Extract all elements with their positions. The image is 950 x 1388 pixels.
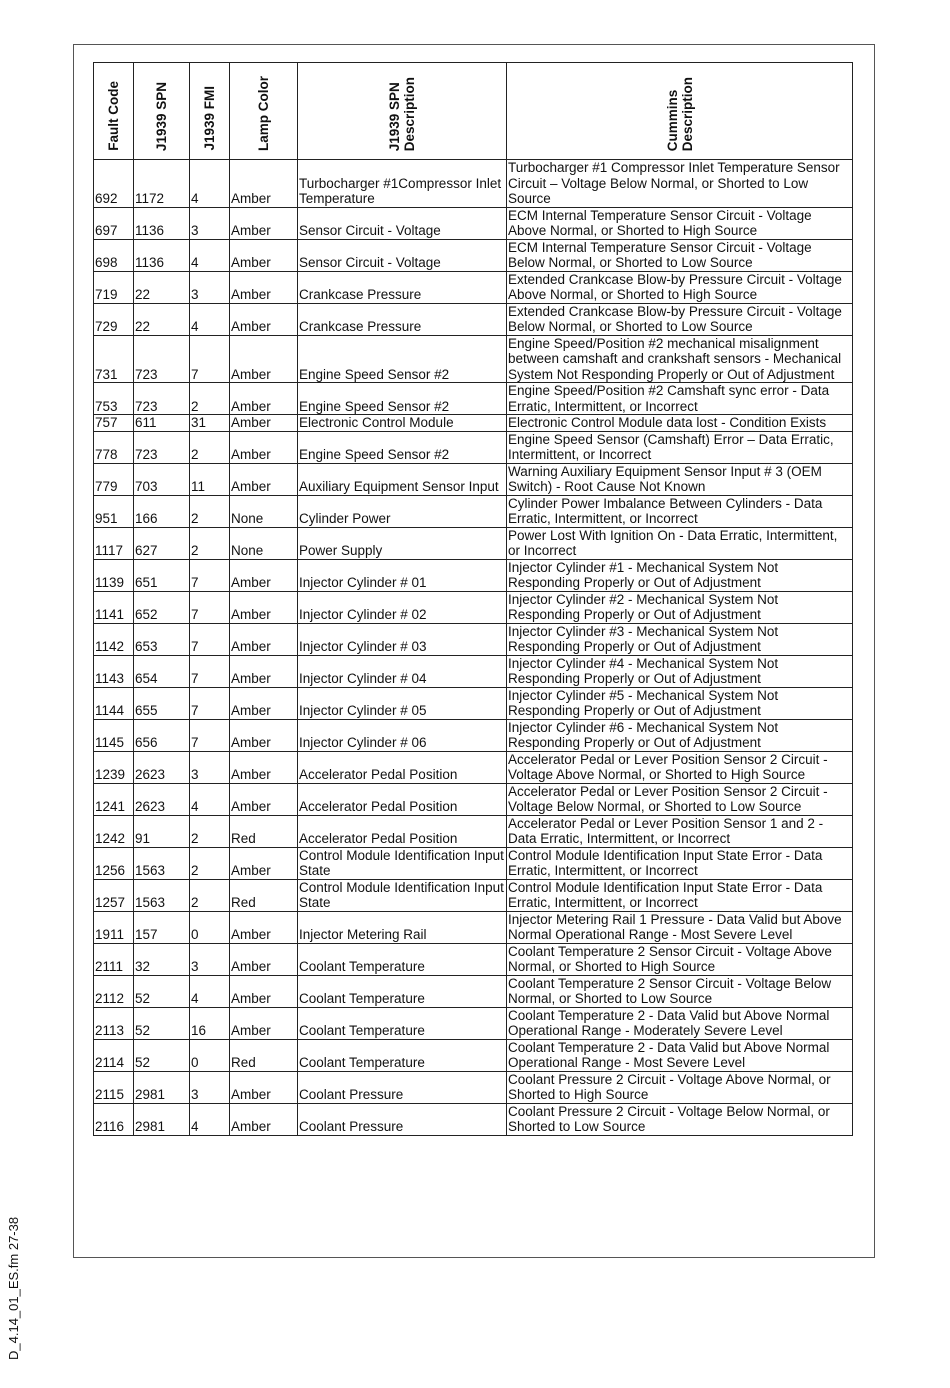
cell-cummins-description: Injector Cylinder #2 - Mechanical System Not Responding Properly or Out of Adjustment: [507, 591, 853, 623]
cell-cummins-description: Turbocharger #1 Compressor Inlet Temperature Sensor Circuit – Voltage Below Normal, or Shorted to Low Source: [507, 160, 853, 208]
cell-cummins-description: Injector Cylinder #1 - Mechanical System Not Responding Properly or Out of Adjustment: [507, 559, 853, 591]
table-row: [94, 271, 853, 303]
cell-cummins-description: Accelerator Pedal or Lever Position Sensor 2 Circuit - Voltage Above Normal, or Shorted to High Source: [507, 751, 853, 783]
header-lamp-color: Lamp Color: [230, 63, 298, 160]
cell-spn: 654: [134, 655, 190, 687]
cell-spn-description: Control Module Identification Input State: [298, 879, 507, 911]
cell-fault-code: 757: [94, 415, 134, 432]
cell-lamp-color: Amber: [230, 559, 298, 591]
cell-fault-code: 2115: [94, 1071, 134, 1103]
cell-spn: 627: [134, 527, 190, 559]
table-row: [94, 495, 853, 527]
cell-spn-description: Engine Speed Sensor #2: [298, 335, 507, 383]
header-cummins-description: Cummins Description: [507, 63, 853, 160]
cell-fault-code: 1256: [94, 847, 134, 879]
cell-spn-description: Sensor Circuit - Voltage: [298, 207, 507, 239]
cell-lamp-color: Red: [230, 1039, 298, 1071]
cell-cummins-description: Coolant Temperature 2 - Data Valid but Above Normal Operational Range - Moderately Severe Level: [507, 1007, 853, 1039]
cell-fault-code: 2113: [94, 1007, 134, 1039]
cell-spn: 653: [134, 623, 190, 655]
cell-spn-description: Power Supply: [298, 527, 507, 559]
cell-lamp-color: Amber: [230, 271, 298, 303]
cell-spn: 2623: [134, 751, 190, 783]
cell-spn-description: Crankcase Pressure: [298, 303, 507, 335]
cell-spn-description: Coolant Pressure: [298, 1071, 507, 1103]
cell-fmi: 2: [190, 431, 230, 463]
cell-spn-description: Accelerator Pedal Position: [298, 783, 507, 815]
cell-spn-description: Coolant Pressure: [298, 1103, 507, 1135]
cell-lamp-color: Amber: [230, 1071, 298, 1103]
cell-fmi: 0: [190, 911, 230, 943]
cell-fmi: 3: [190, 207, 230, 239]
cell-spn-description: Crankcase Pressure: [298, 271, 507, 303]
cell-fault-code: 951: [94, 495, 134, 527]
cell-spn: 723: [134, 383, 190, 415]
table-body: [94, 160, 853, 1136]
cell-fault-code: 1239: [94, 751, 134, 783]
cell-fault-code: 1911: [94, 911, 134, 943]
cell-lamp-color: Amber: [230, 591, 298, 623]
cell-spn: 1136: [134, 239, 190, 271]
cell-fmi: 7: [190, 335, 230, 383]
cell-spn-description: Engine Speed Sensor #2: [298, 431, 507, 463]
cell-lamp-color: Amber: [230, 239, 298, 271]
cell-fmi: 7: [190, 623, 230, 655]
table-row: [94, 975, 853, 1007]
cell-fault-code: 692: [94, 160, 134, 208]
cell-cummins-description: Injector Cylinder #5 - Mechanical System Not Responding Properly or Out of Adjustment: [507, 687, 853, 719]
cell-spn: 52: [134, 975, 190, 1007]
cell-fmi: 3: [190, 1071, 230, 1103]
table-row: [94, 383, 853, 415]
cell-lamp-color: Amber: [230, 463, 298, 495]
table-row: [94, 943, 853, 975]
cell-fault-code: 1242: [94, 815, 134, 847]
cell-spn: 32: [134, 943, 190, 975]
cell-spn-description: Electronic Control Module: [298, 415, 507, 432]
table-row: [94, 847, 853, 879]
cell-spn: 1172: [134, 160, 190, 208]
cell-spn: 52: [134, 1039, 190, 1071]
table-row: [94, 1071, 853, 1103]
cell-lamp-color: None: [230, 527, 298, 559]
table-row: [94, 911, 853, 943]
cell-spn: 2981: [134, 1071, 190, 1103]
cell-spn-description: Accelerator Pedal Position: [298, 815, 507, 847]
cell-cummins-description: Coolant Temperature 2 Sensor Circuit - Voltage Below Normal, or Shorted to Low Source: [507, 975, 853, 1007]
cell-spn-description: Injector Cylinder # 01: [298, 559, 507, 591]
table-row: [94, 160, 853, 208]
cell-spn: 1563: [134, 847, 190, 879]
cell-lamp-color: Amber: [230, 975, 298, 1007]
table-row: [94, 335, 853, 383]
cell-lamp-color: Amber: [230, 1103, 298, 1135]
cell-spn: 2981: [134, 1103, 190, 1135]
cell-cummins-description: ECM Internal Temperature Sensor Circuit - Voltage Below Normal, or Shorted to Low Source: [507, 239, 853, 271]
cell-lamp-color: Amber: [230, 655, 298, 687]
cell-spn-description: Coolant Temperature: [298, 1007, 507, 1039]
cell-lamp-color: Amber: [230, 160, 298, 208]
cell-fmi: 2: [190, 847, 230, 879]
cell-spn-description: Coolant Temperature: [298, 943, 507, 975]
cell-spn: 703: [134, 463, 190, 495]
cell-cummins-description: Control Module Identification Input State Error - Data Erratic, Intermittent, or Incorrect: [507, 879, 853, 911]
cell-cummins-description: Coolant Temperature 2 - Data Valid but Above Normal Operational Range - Most Severe Level: [507, 1039, 853, 1071]
cell-fmi: 4: [190, 160, 230, 208]
cell-spn: 655: [134, 687, 190, 719]
table-row: [94, 527, 853, 559]
cell-fmi: 16: [190, 1007, 230, 1039]
cell-spn-description: Turbocharger #1Compressor Inlet Temperature: [298, 160, 507, 208]
cell-fault-code: 2111: [94, 943, 134, 975]
cell-fault-code: 778: [94, 431, 134, 463]
cell-spn: 652: [134, 591, 190, 623]
cell-fmi: 7: [190, 655, 230, 687]
cell-cummins-description: Injector Metering Rail 1 Pressure - Data Valid but Above Normal Operational Range - Most Severe Level: [507, 911, 853, 943]
cell-cummins-description: Accelerator Pedal or Lever Position Sensor 2 Circuit - Voltage Below Normal, or Shorted to Low Source: [507, 783, 853, 815]
table-row: [94, 239, 853, 271]
cell-fault-code: 1143: [94, 655, 134, 687]
cell-spn-description: Engine Speed Sensor #2: [298, 383, 507, 415]
cell-lamp-color: Amber: [230, 719, 298, 751]
cell-lamp-color: Amber: [230, 687, 298, 719]
cell-fault-code: 1142: [94, 623, 134, 655]
cell-spn-description: Sensor Circuit - Voltage: [298, 239, 507, 271]
cell-cummins-description: Injector Cylinder #3 - Mechanical System Not Responding Properly or Out of Adjustment: [507, 623, 853, 655]
cell-fault-code: 2114: [94, 1039, 134, 1071]
cell-lamp-color: Red: [230, 815, 298, 847]
cell-cummins-description: Engine Speed/Position #2 Camshaft sync error - Data Erratic, Intermittent, or Incorrect: [507, 383, 853, 415]
cell-spn: 166: [134, 495, 190, 527]
cell-fault-code: 1139: [94, 559, 134, 591]
cell-fmi: 11: [190, 463, 230, 495]
cell-fault-code: 2116: [94, 1103, 134, 1135]
cell-fault-code: 753: [94, 383, 134, 415]
table-row: [94, 783, 853, 815]
cell-fmi: 2: [190, 815, 230, 847]
cell-spn: 723: [134, 431, 190, 463]
cell-fault-code: 729: [94, 303, 134, 335]
cell-fmi: 4: [190, 303, 230, 335]
cell-lamp-color: Amber: [230, 207, 298, 239]
cell-fmi: 7: [190, 687, 230, 719]
cell-fmi: 7: [190, 591, 230, 623]
cell-lamp-color: None: [230, 495, 298, 527]
cell-fault-code: 779: [94, 463, 134, 495]
file-reference-note: D_4.14_01_ES.fm 27-38: [6, 1216, 21, 1360]
cell-fault-code: 719: [94, 271, 134, 303]
cell-spn: 157: [134, 911, 190, 943]
cell-fmi: 3: [190, 751, 230, 783]
cell-lamp-color: Amber: [230, 847, 298, 879]
cell-spn: 91: [134, 815, 190, 847]
cell-lamp-color: Amber: [230, 415, 298, 432]
cell-lamp-color: Amber: [230, 431, 298, 463]
cell-spn: 656: [134, 719, 190, 751]
cell-spn: 723: [134, 335, 190, 383]
cell-cummins-description: Extended Crankcase Blow-by Pressure Circuit - Voltage Below Normal, or Shorted to Low Source: [507, 303, 853, 335]
cell-spn-description: Cylinder Power: [298, 495, 507, 527]
cell-fmi: 2: [190, 527, 230, 559]
cell-fmi: 2: [190, 879, 230, 911]
table-row: [94, 1103, 853, 1135]
cell-fmi: 2: [190, 495, 230, 527]
cell-lamp-color: Amber: [230, 303, 298, 335]
table-header-row: [94, 63, 853, 160]
cell-lamp-color: Amber: [230, 911, 298, 943]
cell-fmi: 4: [190, 975, 230, 1007]
table-row: [94, 591, 853, 623]
cell-fmi: 31: [190, 415, 230, 432]
cell-lamp-color: Amber: [230, 751, 298, 783]
cell-fault-code: 698: [94, 239, 134, 271]
cell-spn-description: Accelerator Pedal Position: [298, 751, 507, 783]
cell-cummins-description: Control Module Identification Input State Error - Data Erratic, Intermittent, or Incorrect: [507, 847, 853, 879]
cell-cummins-description: Power Lost With Ignition On - Data Erratic, Intermittent, or Incorrect: [507, 527, 853, 559]
table-row: [94, 719, 853, 751]
cell-fault-code: 1145: [94, 719, 134, 751]
header-j1939-spn: J1939 SPN: [134, 63, 190, 160]
cell-spn: 2623: [134, 783, 190, 815]
cell-fmi: 3: [190, 943, 230, 975]
cell-fmi: 7: [190, 559, 230, 591]
table-row: [94, 687, 853, 719]
cell-spn-description: Injector Metering Rail: [298, 911, 507, 943]
header-spn-description: J1939 SPN Description: [298, 63, 507, 160]
table-row: [94, 1039, 853, 1071]
cell-spn-description: Coolant Temperature: [298, 975, 507, 1007]
cell-fmi: 3: [190, 271, 230, 303]
cell-cummins-description: Injector Cylinder #4 - Mechanical System Not Responding Properly or Out of Adjustment: [507, 655, 853, 687]
cell-cummins-description: Electronic Control Module data lost - Condition Exists: [507, 415, 853, 432]
cell-cummins-description: Engine Speed/Position #2 mechanical misalignment between camshaft and crankshaft sensors - Mechanical System Not Responding Properly or Out of Adjustment: [507, 335, 853, 383]
cell-fault-code: 731: [94, 335, 134, 383]
table-row: [94, 655, 853, 687]
cell-spn: 22: [134, 303, 190, 335]
table-row: [94, 623, 853, 655]
cell-fault-code: 2112: [94, 975, 134, 1007]
cell-lamp-color: Amber: [230, 335, 298, 383]
cell-cummins-description: Coolant Pressure 2 Circuit - Voltage Above Normal, or Shorted to High Source: [507, 1071, 853, 1103]
cell-lamp-color: Amber: [230, 943, 298, 975]
cell-fmi: 0: [190, 1039, 230, 1071]
cell-fmi: 4: [190, 783, 230, 815]
table-row: [94, 559, 853, 591]
cell-spn-description: Injector Cylinder # 03: [298, 623, 507, 655]
cell-lamp-color: Amber: [230, 623, 298, 655]
cell-fault-code: 1241: [94, 783, 134, 815]
cell-spn: 22: [134, 271, 190, 303]
table-row: [94, 815, 853, 847]
cell-cummins-description: Engine Speed Sensor (Camshaft) Error – Data Erratic, Intermittent, or Incorrect: [507, 431, 853, 463]
cell-spn-description: Injector Cylinder # 02: [298, 591, 507, 623]
cell-fault-code: 1117: [94, 527, 134, 559]
cell-cummins-description: Warning Auxiliary Equipment Sensor Input # 3 (OEM Switch) - Root Cause Not Known: [507, 463, 853, 495]
cell-spn: 1563: [134, 879, 190, 911]
cell-lamp-color: Amber: [230, 383, 298, 415]
header-j1939-fmi: J1939 FMI: [190, 63, 230, 160]
cell-spn: 1136: [134, 207, 190, 239]
cell-cummins-description: Coolant Temperature 2 Sensor Circuit - Voltage Above Normal, or Shorted to High Source: [507, 943, 853, 975]
cell-fmi: 4: [190, 239, 230, 271]
cell-spn-description: Injector Cylinder # 05: [298, 687, 507, 719]
cell-fmi: 4: [190, 1103, 230, 1135]
table-row: [94, 751, 853, 783]
table-row: [94, 431, 853, 463]
cell-fmi: 2: [190, 383, 230, 415]
cell-spn-description: Injector Cylinder # 06: [298, 719, 507, 751]
cell-cummins-description: Accelerator Pedal or Lever Position Sensor 1 and 2 - Data Erratic, Intermittent, or Incorrect: [507, 815, 853, 847]
cell-fault-code: 697: [94, 207, 134, 239]
cell-spn-description: Injector Cylinder # 04: [298, 655, 507, 687]
cell-cummins-description: Coolant Pressure 2 Circuit - Voltage Below Normal, or Shorted to Low Source: [507, 1103, 853, 1135]
cell-spn-description: Control Module Identification Input State: [298, 847, 507, 879]
cell-fault-code: 1144: [94, 687, 134, 719]
cell-fault-code: 1141: [94, 591, 134, 623]
table-row: [94, 303, 853, 335]
table-row: [94, 1007, 853, 1039]
header-fault-code: Fault Code: [94, 63, 134, 160]
cell-fmi: 7: [190, 719, 230, 751]
cell-spn-description: Auxiliary Equipment Sensor Input: [298, 463, 507, 495]
table-row: [94, 879, 853, 911]
cell-spn: 651: [134, 559, 190, 591]
table-row: [94, 463, 853, 495]
cell-spn: 611: [134, 415, 190, 432]
cell-fault-code: 1257: [94, 879, 134, 911]
cell-spn: 52: [134, 1007, 190, 1039]
cell-cummins-description: Extended Crankcase Blow-by Pressure Circuit - Voltage Above Normal, or Shorted to High Source: [507, 271, 853, 303]
cell-lamp-color: Amber: [230, 783, 298, 815]
cell-spn-description: Coolant Temperature: [298, 1039, 507, 1071]
cell-lamp-color: Red: [230, 879, 298, 911]
table-row: [94, 415, 853, 432]
cell-cummins-description: ECM Internal Temperature Sensor Circuit - Voltage Above Normal, or Shorted to High Source: [507, 207, 853, 239]
fault-code-table: [93, 62, 853, 1136]
cell-lamp-color: Amber: [230, 1007, 298, 1039]
cell-cummins-description: Injector Cylinder #6 - Mechanical System Not Responding Properly or Out of Adjustment: [507, 719, 853, 751]
table-row: [94, 207, 853, 239]
cell-cummins-description: Cylinder Power Imbalance Between Cylinders - Data Erratic, Intermittent, or Incorrect: [507, 495, 853, 527]
